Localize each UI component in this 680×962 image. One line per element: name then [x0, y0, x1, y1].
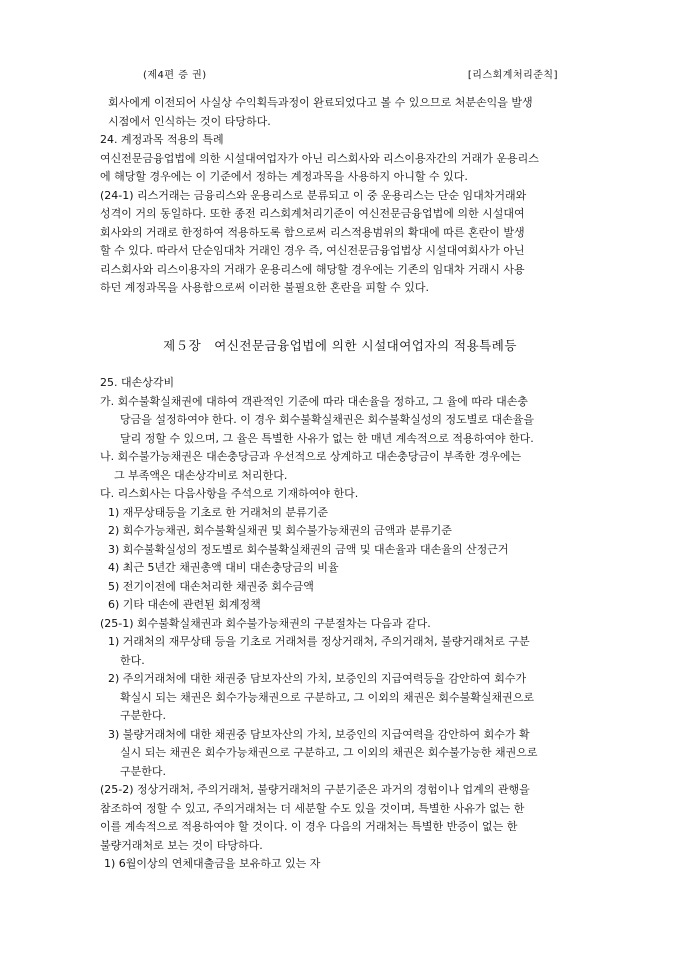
paragraph-line: 시점에서 인식하는 것이 타당하다. [108, 114, 271, 128]
item-ga-line: 가. 회수불확실채권에 대하여 객관적인 기준에 따라 대손율을 정하고, 그 율에 따라 대손충 [100, 394, 528, 408]
note-line: 리스회사와 리스이용자의 거래가 운용리스에 해당할 경우에는 기존의 임대차 거래시 사용 [100, 262, 525, 276]
item-na-line: 나. 회수불가능채권은 대손충당금과 우선적으로 상계하고 대손충당금이 부족한 경우에는 [100, 450, 522, 463]
list-item: 구분한다. [120, 764, 167, 778]
list-item: 4) 최근 5년간 채권총액 대비 대손충당금의 비율 [108, 561, 339, 574]
note-line: 성격이 거의 동일하다. 또한 종전 리스회계처리기준이 여신전문금융업법에 의한 시설대여 [100, 207, 525, 220]
item-ga-line: 당금을 설정하여야 한다. 이 경우 회수불확실채권은 회수불확실성의 정도별로 대손율을 [120, 413, 535, 426]
paragraph-line: 에 해당할 경우에는 이 기준에서 정하는 계정과목을 사용하지 아니할 수 있다. [100, 170, 468, 183]
note-line: 회사와의 거래로 한정하여 적용하도록 함으로써 리스적용범위의 확대에 따른 혼란이 발생 [100, 225, 525, 239]
list-item: 2) 회수가능채권, 회수불확실채권 및 회수불가능채권의 금액과 분류기준 [108, 524, 452, 537]
list-item: 1) 재무상태등을 기초로 한 거래처의 분류기준 [108, 505, 329, 519]
note-25-1-title: (25-1) 회수불확실채권과 회수불가능채권의 구분절차는 다음과 같다. [100, 616, 431, 630]
running-header-left: (제4편 증 권) [143, 70, 207, 81]
note-line: 이를 계속적으로 적용하여야 할 것이다. 이 경우 다음의 거래처는 특별한 반증이 없는 한 [100, 820, 518, 833]
note-line: 참조하여 정할 수 있고, 주의거래처는 더 세분할 수도 있을 것이며, 특별한 사유가 없는 한 [100, 801, 525, 815]
section-24-title: 24. 계정과목 적용의 특례 [100, 133, 224, 146]
list-item: 5) 전기이전에 대손처리한 채권중 회수금액 [108, 579, 314, 593]
section-25-title: 25. 대손상각비 [100, 376, 175, 389]
list-item: 구분한다. [120, 709, 167, 722]
note-line: 하던 계정과목을 사용함으로써 이러한 불필요한 혼란을 피할 수 있다. [100, 281, 429, 294]
item-ga-line: 달리 정할 수 있으며, 그 율은 특별한 사유가 없는 한 매년 계속적으로 적용하여야 한다. [120, 431, 534, 445]
note-line: 불량거래처로 보는 것이 타당하다. [100, 838, 263, 852]
chapter-heading: 제５장 여신전문금융업법에 의한 시설대여업자의 적용특례등 [163, 338, 517, 353]
list-item: 3) 회수불확실성의 정도별로 회수불확실채권의 금액 및 대손율과 대손율의 산정근거 [108, 542, 509, 556]
list-item: 실시 되는 채권은 회수가능채권으로 구분하고, 그 이외의 채권은 회수불가능한 채권으로 [120, 746, 538, 759]
list-item: 1) 6월이상의 연체대출금을 보유하고 있는 자 [104, 857, 321, 870]
list-item: 2) 주의거래처에 대한 채권중 담보자산의 가치, 보증인의 지급여력등을 감안하여 회수가 [108, 672, 527, 685]
list-item: 3) 불량거래처에 대한 채권중 담보자산의 가치, 보증인의 지급여력을 감안하여 회수가 확 [108, 727, 530, 741]
running-header-right: [리스회계처리준칙] [467, 70, 558, 81]
list-item: 확실시 되는 채권은 회수가능채권으로 구분하고, 그 이외의 채권은 회수불확실채권으로 [120, 690, 535, 704]
item-da-title: 다. 리스회사는 다음사항을 주석으로 기재하여야 한다. [100, 487, 359, 500]
paragraph-line: 회사에게 이전되어 사실상 수익획득과정이 완료되었다고 볼 수 있으므로 처분손익을 발생 [108, 96, 533, 109]
list-item: 6) 기타 대손에 관련된 회계정책 [108, 598, 261, 611]
list-item: 한다. [120, 653, 145, 667]
note-line: (25-2) 정상거래처, 주의거래처, 불량거래처의 구분기준은 과거의 경험이나 업계의 관행을 [100, 783, 530, 796]
text-block-lower [100, 374, 586, 874]
note-line: (24-1) 리스거래는 금융리스와 운용리스로 분류되고 이 중 운용리스는 단순 임대차거래와 [100, 188, 527, 202]
item-na-line: 그 부족액은 대손상각비로 처리한다. [114, 468, 288, 482]
text-block-upper [100, 94, 586, 298]
list-item: 1) 거래처의 재무상태 등을 기초로 거래처를 정상거래처, 주의거래처, 불량거래처로 구분 [108, 635, 530, 648]
note-line: 할 수 있다. 따라서 단순임대차 거래인 경우 즉, 여신전문금융업법상 시설대여회사가 아닌 [100, 244, 525, 257]
paragraph-line: 여신전문금융업법에 의한 시설대여업자가 아닌 리스회사와 리스이용자간의 거래가 운용리스 [100, 151, 539, 165]
